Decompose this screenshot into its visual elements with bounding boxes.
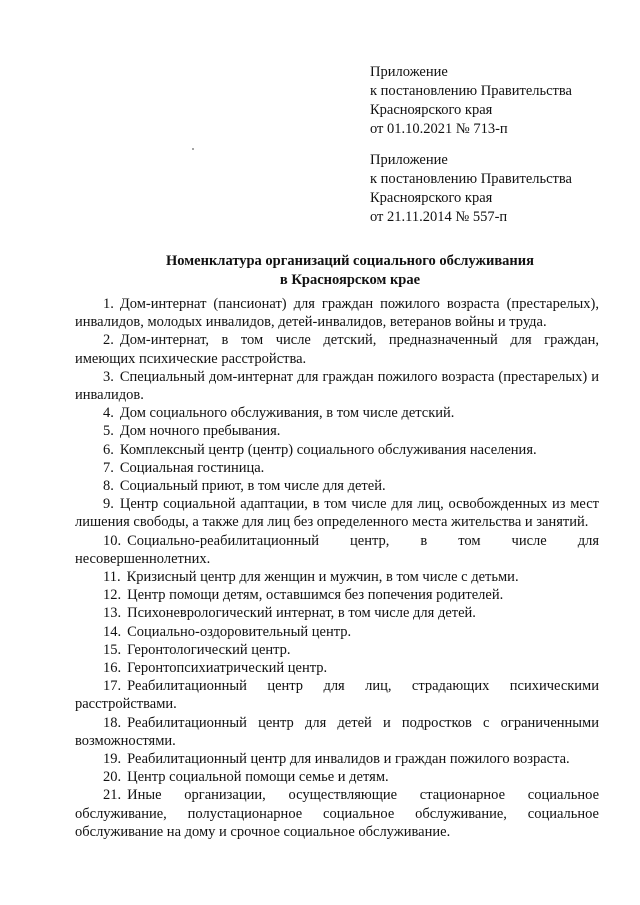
list-item-number: 15. <box>103 641 122 658</box>
list-item <box>75 459 599 477</box>
list-item-number: 17. <box>103 678 122 695</box>
list-item-number: 5. <box>103 423 114 440</box>
appendix-date-number: от 01.10.2021 № 713-п <box>370 121 508 137</box>
appendix-region: Красноярского края <box>370 190 493 206</box>
appendix-label: Приложение <box>370 152 448 168</box>
list-item <box>75 623 599 641</box>
list-item-text: Дом-интернат, в том числе детский, предназначенный для граждан, имеющих психические расстройства. <box>75 332 599 367</box>
list-item-text: Реабилитационный центр для детей и подростков с ограниченными возможностями. <box>75 714 599 749</box>
list-item <box>75 295 599 331</box>
title-line-1: Номенклатура организаций социального обслуживания <box>166 253 534 269</box>
list-item-number: 10. <box>103 532 122 549</box>
appendix-region: Красноярского края <box>370 102 493 118</box>
list-item-text: Дом социального обслуживания, в том числе детский. <box>119 405 455 422</box>
appendix-label: Приложение <box>370 64 448 80</box>
appendix-header-current <box>370 63 620 139</box>
appendix-header-original <box>370 151 620 227</box>
appendix-date-number: от 21.11.2014 № 557-п <box>370 209 508 225</box>
list-item-text: Геронтопсихиатрический центр. <box>127 660 328 677</box>
list-item-number: 11. <box>103 569 121 586</box>
list-item <box>75 477 599 495</box>
list-item-text: Геронтологический центр. <box>127 641 291 658</box>
list-item-text: Центр социальной помощи семье и детям. <box>127 769 389 786</box>
list-item-text: Реабилитационный центр для инвалидов и граждан пожилого возраста. <box>127 751 570 768</box>
list-item-number: 21. <box>103 787 122 804</box>
list-item <box>75 768 599 786</box>
list-item-text: Специальный дом-интернат для граждан пожилого возраста (престарелых) и инвалидов. <box>75 368 599 404</box>
list-item-text: Дом-интернат (пансионат) для граждан пожилого возраста (престарелых), инвалидов, молодых инвалидов, детей-инвалидов, ветеранов войны и труда. <box>75 296 599 331</box>
list-item <box>75 604 599 622</box>
list-item <box>75 641 599 659</box>
document-title <box>60 252 640 290</box>
list-item <box>75 568 599 586</box>
list-item-number: 18. <box>103 714 122 731</box>
list-item-number: 6. <box>103 441 114 458</box>
list-item-text: Социально-оздоровительный центр. <box>127 623 352 640</box>
list-item-number: 9. <box>103 496 114 513</box>
list-item <box>75 404 599 422</box>
list-item <box>75 495 599 531</box>
list-item-text: Комплексный центр (центр) социального обслуживания населения. <box>119 441 537 458</box>
list-item-number: 20. <box>103 769 122 786</box>
list-item-text: Социальный приют, в том числе для детей. <box>119 478 386 495</box>
list-item-number: 12. <box>103 587 122 604</box>
list-item <box>75 368 599 404</box>
list-item <box>75 331 599 367</box>
list-item-text: Социально-реабилитационный центр, в том числе для несовершеннолетних. <box>75 532 599 567</box>
list-item-text: Иные организации, осуществляющие стационарное социальное обслуживание, полустационарное социальное обслуживание, социальное обслуживание на дому и срочное социальное обслуживание. <box>75 787 599 840</box>
list-item-text: Психоневрологический интернат, в том числе для детей. <box>127 605 476 622</box>
list-item-number: 7. <box>103 459 114 476</box>
list-item <box>75 532 599 568</box>
list-item <box>75 422 599 440</box>
title-line-2: в Красноярском крае <box>279 272 421 288</box>
list-item-text: Реабилитационный центр для лиц, страдающих психическими расстройствами. <box>75 678 599 713</box>
list-item-number: 3. <box>103 368 114 385</box>
appendix-reference: к постановлению Правительства <box>370 83 572 99</box>
appendix-reference: к постановлению Правительства <box>370 171 572 187</box>
list-item <box>75 659 599 677</box>
list-item-text: Социальная гостиница. <box>119 459 265 476</box>
list-item <box>75 786 599 841</box>
list-item-text: Кризисный центр для женщин и мужчин, в том числе с детьми. <box>126 569 519 586</box>
list-item-text: Центр социальной адаптации, в том числе для лиц, освобожденных из мест лишения свободы, а также для лиц без определенного места жительства и занятий. <box>75 496 599 531</box>
list-item-number: 19. <box>103 751 122 768</box>
list-item <box>75 750 599 768</box>
list-item-number: 14. <box>103 623 122 640</box>
list-item-number: 13. <box>103 605 122 622</box>
list-item-text: Центр помощи детям, оставшимся без попечения родителей. <box>127 587 504 604</box>
list-item <box>75 714 599 750</box>
list-item-number: 1. <box>103 296 114 312</box>
list-item <box>75 677 599 713</box>
list-item-text: Дом ночного пребывания. <box>119 423 281 440</box>
list-item-number: 2. <box>103 332 114 349</box>
list-item <box>75 586 599 604</box>
organization-list <box>75 295 599 841</box>
scan-speck <box>192 148 194 150</box>
list-item-number: 8. <box>103 478 114 495</box>
list-item-number: 16. <box>103 660 122 677</box>
list-item <box>75 441 599 459</box>
list-item-number: 4. <box>103 405 114 422</box>
